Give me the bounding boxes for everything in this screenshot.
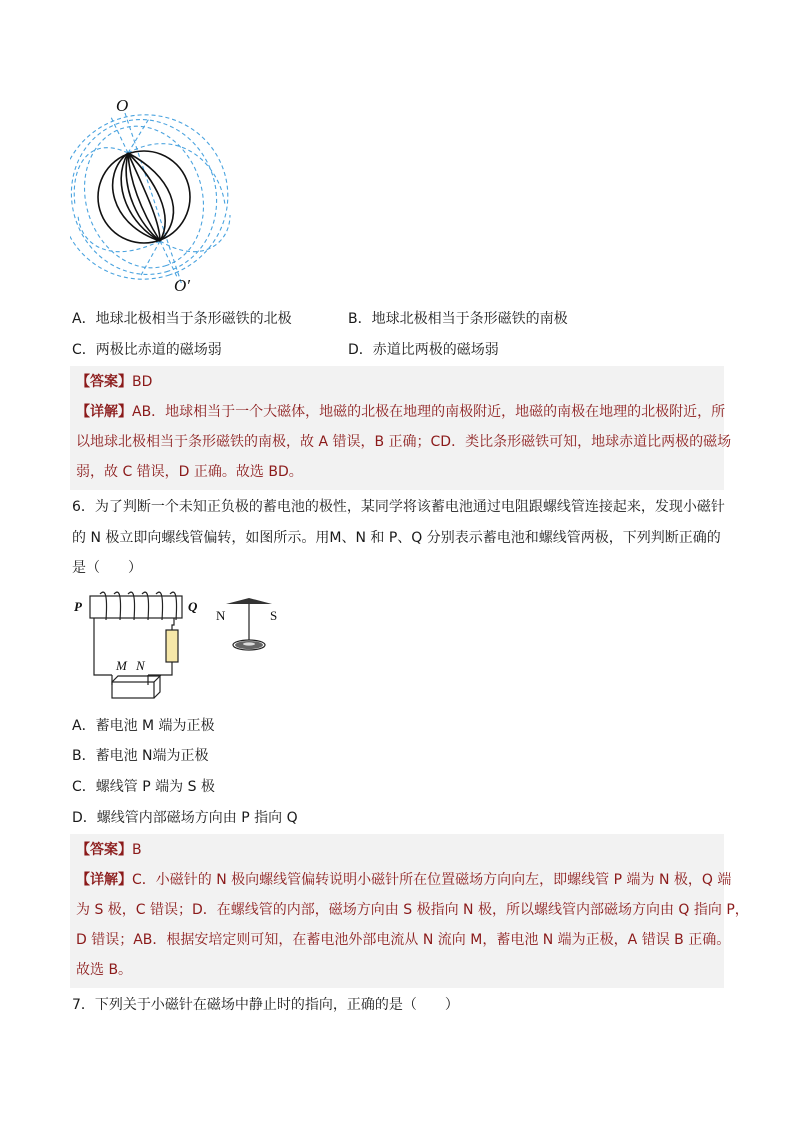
- q5-answer-tag: 【答案】: [76, 374, 132, 390]
- fig2-label-m: M: [116, 658, 127, 673]
- q6-answer-box: [70, 834, 749, 988]
- q6-detail-line-4: 故选 B。: [76, 962, 133, 978]
- q6-stem-line-1: 6．为了判断一个未知正负极的蓄电池的极性，某同学将该蓄电池通过电阻跟螺线管连接起来，发现小磁针: [72, 499, 725, 515]
- q6-detail-line-1: 【详解】C．小磁针的 N 极向螺线管偏转说明小磁针所在位置磁场方向向左，即螺线管 P 端为 N 极，Q 端: [76, 872, 732, 888]
- q5-option-c: C．两极比赤道的磁场弱: [72, 342, 222, 358]
- q5-answer: [76, 372, 152, 392]
- q5-detail-line-3: 弱，故 C 错误，D 正确。故选 BD。: [76, 464, 303, 480]
- q6-option-a: A．蓄电池 M 端为正极: [72, 718, 215, 734]
- fig2-label-n: N: [136, 658, 145, 673]
- q6-answer: [76, 840, 142, 860]
- fig1-label-o: O: [116, 96, 129, 115]
- solenoid-circuit-figure: [70, 590, 300, 705]
- q6-answer-value: B: [132, 842, 142, 858]
- needle-label-s: S: [270, 608, 278, 623]
- q6-stem-line-2: 的 N 极立即向螺线管偏转，如图所示。用M、N 和 P、Q 分别表示蓄电池和螺线管两极，下列判断正确的: [72, 530, 721, 546]
- compass-needle: [226, 598, 272, 604]
- fig2-label-p: P: [74, 599, 82, 614]
- q6-option-b: B．蓄电池 N端为正极: [72, 748, 209, 764]
- q5-answer-box: [70, 366, 732, 490]
- q6-detail-tag: 【详解】: [76, 872, 132, 888]
- resistor: [166, 630, 178, 662]
- q6-option-c: C．螺线管 P 端为 S 极: [72, 779, 215, 795]
- q5-option-a: A．地球北极相当于条形磁铁的北极: [72, 311, 292, 327]
- q6-answer-tag: 【答案】: [76, 842, 132, 858]
- q7-stem: 7．下列关于小磁针在磁场中静止时的指向，正确的是（ ）: [72, 997, 459, 1013]
- fig1-label-o-prime: O′: [174, 276, 190, 295]
- fig2-label-q: Q: [188, 599, 198, 614]
- q5-detail-line-1: 【详解】AB．地球相当于一个大磁体，地磁的北极在地理的南极附近，地磁的南极在地理的北极附近，所: [76, 404, 726, 420]
- needle-label-n: N: [216, 608, 226, 623]
- q5-detail-line-2: 以地球北极相当于条形磁铁的南极，故 A 错误，B 正确；CD．类比条形磁铁可知，地球赤道比两极的磁场: [76, 434, 732, 450]
- q5-detail-tag: 【详解】: [76, 404, 132, 420]
- q6-detail-line-2: 为 S 极，C 错误；D．在螺线管的内部，磁场方向由 S 极指向 N 极，所以螺线管内部磁场方向由 Q 指向 P，: [76, 902, 749, 918]
- q5-answer-value: BD: [132, 374, 153, 390]
- q6-stem-line-3: 是（ ）: [72, 560, 142, 576]
- q5-option-b: B．地球北极相当于条形磁铁的南极: [348, 311, 568, 327]
- q6-detail-line-3: D 错误；AB．根据安培定则可知，在蓄电池外部电流从 N 流向 M，蓄电池 N 端为正极，A 错误 B 正确。: [76, 932, 731, 948]
- earth-magnetic-field-figure: [70, 95, 270, 295]
- q5-option-d: D．赤道比两极的磁场弱: [348, 342, 499, 358]
- q6-option-d: D．螺线管内部磁场方向由 P 指向 Q: [72, 810, 298, 826]
